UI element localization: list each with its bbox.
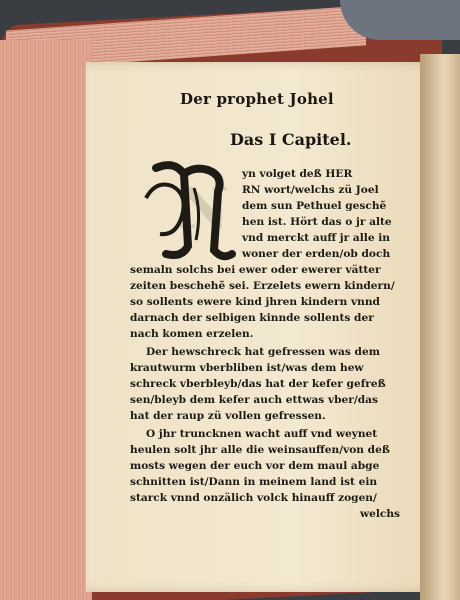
text-line: darnach der selbigen kinnde sollents der xyxy=(130,312,374,324)
text-line: O jhr truncknen wacht auff vnd weynet xyxy=(146,428,378,440)
text-line: heulen solt jhr alle die weinsauffen/von deß xyxy=(130,444,390,456)
chapter-title: Das I Capitel. xyxy=(230,130,352,149)
text-line: Der hewschreck hat gefressen was dem xyxy=(146,346,380,358)
body-text xyxy=(130,166,408,522)
text-line: nach komen erzelen. xyxy=(130,328,254,340)
text-line: so sollents ewere kind jhren kindern vnnd xyxy=(130,296,380,308)
text-line: krautwurm vberbliben ist/was dem hew xyxy=(130,362,364,374)
running-head: Der prophet Johel xyxy=(180,90,334,108)
side-page-edges xyxy=(0,40,92,600)
page-gutter xyxy=(420,54,460,600)
text-line: woner der erden/ob doch xyxy=(242,248,391,260)
text-line: hat der raup zü vollen gefressen. xyxy=(130,410,326,422)
text-line: semaln solchs bei ewer oder ewerer vätter xyxy=(130,264,381,276)
text-line: dem sun Pethuel geschẽ xyxy=(242,200,387,212)
text-line: RN wort/welchs zü Joel xyxy=(242,184,379,196)
text-line: hen ist. Hört das o jr alte xyxy=(242,216,392,228)
text-line: schnitten ist/Dann in meinem land ist ein xyxy=(130,476,378,488)
svg-text:N: N xyxy=(178,176,230,242)
text-line: sen/bleyb dem kefer auch ettwas vber/das xyxy=(130,394,378,406)
text-line: vnd merckt auff jr alle in xyxy=(242,232,390,244)
text-line: starck vnnd onzälich volck hinauff zogen/ xyxy=(130,492,377,504)
text-line: mosts wegen der euch vor dem maul abge xyxy=(130,460,380,472)
text-line: welchs xyxy=(360,508,401,520)
text-line: schreck vberbleyb/das hat der kefer gefreß xyxy=(130,378,386,390)
text-line: zeiten beschehẽ sei. Erzelets ewern kindern/ xyxy=(130,280,395,292)
text-line: yn volget deß HER xyxy=(242,168,353,180)
book-cover-corner xyxy=(340,0,460,40)
